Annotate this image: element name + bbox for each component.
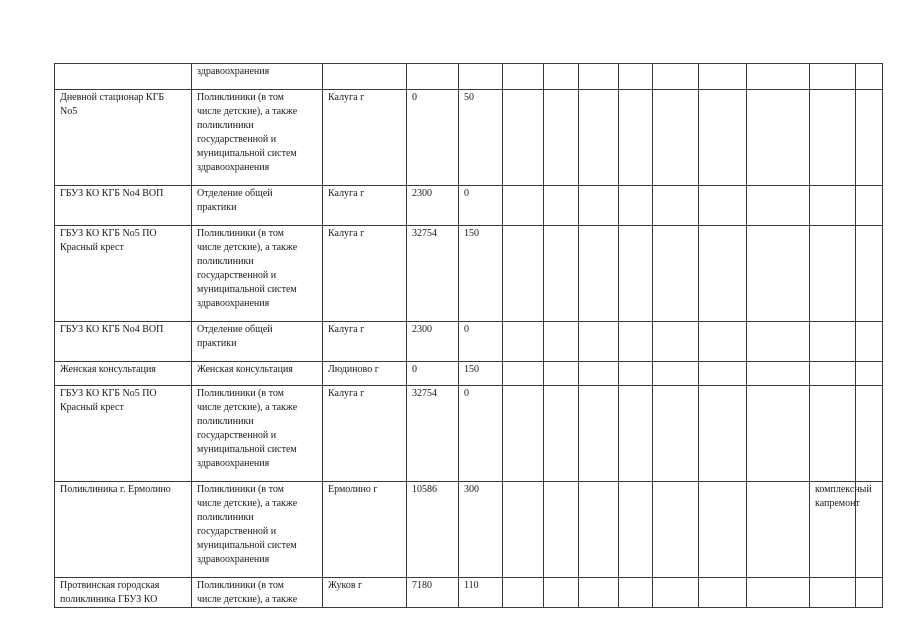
empty-cell: [503, 578, 544, 608]
empty-cell: [579, 482, 619, 578]
locality-cell: Калуга г: [323, 386, 407, 482]
empty-cell: [503, 186, 544, 226]
value-cell-1: 7180: [407, 578, 459, 608]
empty-cell: [699, 482, 747, 578]
empty-cell: [699, 322, 747, 362]
empty-cell: [747, 322, 810, 362]
empty-cell: [619, 186, 653, 226]
value-cell-1: 2300: [407, 322, 459, 362]
empty-cell: [503, 386, 544, 482]
locality-cell: Жуков г: [323, 578, 407, 608]
empty-cell: [619, 386, 653, 482]
note-cell: [810, 322, 856, 362]
empty-cell: [619, 64, 653, 90]
value-cell-1: 2300: [407, 186, 459, 226]
note-cell: комплексный капремонт: [810, 482, 856, 578]
table-row: [55, 186, 883, 226]
empty-cell: [619, 362, 653, 386]
empty-cell: [856, 362, 883, 386]
empty-cell: [579, 578, 619, 608]
empty-cell: [747, 186, 810, 226]
empty-cell: [579, 186, 619, 226]
empty-cell: [699, 386, 747, 482]
facility-name-cell: ГБУЗ КО КГБ No5 ПО Красный крест: [55, 386, 192, 482]
table-row: [55, 578, 883, 608]
empty-cell: [856, 386, 883, 482]
note-cell: [810, 226, 856, 322]
empty-cell: [544, 322, 579, 362]
empty-cell: [653, 362, 699, 386]
empty-cell: [503, 322, 544, 362]
facility-name-cell: Женская консультация: [55, 362, 192, 386]
empty-cell: [699, 64, 747, 90]
facility-type-cell: Поликлиники (в том числе детские), а также поликлиники государственной и муниципальной систем здравоохранения: [192, 90, 323, 186]
locality-cell: Людиново г: [323, 362, 407, 386]
locality-cell: Калуга г: [323, 322, 407, 362]
empty-cell: [619, 482, 653, 578]
value-cell-2: 150: [459, 226, 503, 322]
table-row: [55, 322, 883, 362]
facility-type-cell: Поликлиники (в том числе детские), а также: [192, 578, 323, 608]
facility-type-cell: здравоохранения: [192, 64, 323, 90]
value-cell-1: 10586: [407, 482, 459, 578]
locality-cell: Калуга г: [323, 90, 407, 186]
facility-type-cell: Поликлиники (в том числе детские), а также поликлиники государственной и муниципальной систем здравоохранения: [192, 482, 323, 578]
table-row: [55, 64, 883, 90]
locality-cell: Калуга г: [323, 186, 407, 226]
empty-cell: [699, 362, 747, 386]
empty-cell: [619, 226, 653, 322]
value-cell-2: 110: [459, 578, 503, 608]
empty-cell: [856, 226, 883, 322]
note-cell: [810, 64, 856, 90]
empty-cell: [544, 482, 579, 578]
facility-name-cell: Поликлиника г. Ермолино: [55, 482, 192, 578]
value-cell-2: 0: [459, 186, 503, 226]
facility-name-cell: ГБУЗ КО КГБ No4 ВОП: [55, 322, 192, 362]
empty-cell: [579, 64, 619, 90]
facility-type-cell: Отделение общей практики: [192, 186, 323, 226]
empty-cell: [747, 226, 810, 322]
value-cell-2: 0: [459, 322, 503, 362]
facility-type-cell: Отделение общей практики: [192, 322, 323, 362]
locality-cell: [323, 64, 407, 90]
empty-cell: [544, 64, 579, 90]
value-cell-1: 0: [407, 362, 459, 386]
empty-cell: [619, 322, 653, 362]
empty-cell: [653, 64, 699, 90]
table-row: [55, 386, 883, 482]
empty-cell: [619, 90, 653, 186]
empty-cell: [653, 226, 699, 322]
empty-cell: [856, 64, 883, 90]
empty-cell: [699, 186, 747, 226]
empty-cell: [653, 578, 699, 608]
facility-name-cell: ГБУЗ КО КГБ No5 ПО Красный крест: [55, 226, 192, 322]
table-row: [55, 482, 883, 578]
empty-cell: [619, 578, 653, 608]
note-cell: [810, 90, 856, 186]
value-cell-2: 300: [459, 482, 503, 578]
value-cell-2: 150: [459, 362, 503, 386]
value-cell-1: [407, 64, 459, 90]
value-cell-1: 32754: [407, 386, 459, 482]
empty-cell: [747, 64, 810, 90]
empty-cell: [544, 226, 579, 322]
empty-cell: [544, 186, 579, 226]
empty-cell: [579, 322, 619, 362]
empty-cell: [503, 90, 544, 186]
empty-cell: [747, 362, 810, 386]
empty-cell: [503, 482, 544, 578]
note-cell: [810, 386, 856, 482]
empty-cell: [747, 386, 810, 482]
empty-cell: [747, 578, 810, 608]
empty-cell: [579, 362, 619, 386]
facilities-table: [54, 63, 883, 608]
empty-cell: [699, 90, 747, 186]
empty-cell: [856, 90, 883, 186]
note-cell: [810, 186, 856, 226]
note-cell: [810, 362, 856, 386]
facility-type-cell: Поликлиники (в том числе детские), а также поликлиники государственной и муниципальной систем здравоохранения: [192, 386, 323, 482]
table-row: [55, 90, 883, 186]
empty-cell: [579, 90, 619, 186]
empty-cell: [579, 226, 619, 322]
empty-cell: [544, 578, 579, 608]
facility-type-cell: Поликлиники (в том числе детские), а также поликлиники государственной и муниципальной систем здравоохранения: [192, 226, 323, 322]
locality-cell: Калуга г: [323, 226, 407, 322]
empty-cell: [503, 64, 544, 90]
facility-name-cell: Протвинская городская поликлиника ГБУЗ КО: [55, 578, 192, 608]
value-cell-2: 50: [459, 90, 503, 186]
facility-name-cell: [55, 64, 192, 90]
note-cell: [810, 578, 856, 608]
empty-cell: [699, 578, 747, 608]
empty-cell: [856, 578, 883, 608]
empty-cell: [653, 386, 699, 482]
value-cell-1: 32754: [407, 226, 459, 322]
empty-cell: [653, 186, 699, 226]
empty-cell: [544, 362, 579, 386]
value-cell-2: [459, 64, 503, 90]
empty-cell: [503, 226, 544, 322]
value-cell-1: 0: [407, 90, 459, 186]
facility-type-cell: Женская консультация: [192, 362, 323, 386]
empty-cell: [653, 482, 699, 578]
facility-name-cell: ГБУЗ КО КГБ No4 ВОП: [55, 186, 192, 226]
empty-cell: [653, 322, 699, 362]
empty-cell: [653, 90, 699, 186]
table-row: [55, 226, 883, 322]
empty-cell: [856, 322, 883, 362]
locality-cell: Ермолино г: [323, 482, 407, 578]
empty-cell: [579, 386, 619, 482]
empty-cell: [699, 226, 747, 322]
value-cell-2: 0: [459, 386, 503, 482]
table-row: [55, 362, 883, 386]
empty-cell: [503, 362, 544, 386]
empty-cell: [544, 386, 579, 482]
empty-cell: [856, 186, 883, 226]
empty-cell: [747, 90, 810, 186]
facility-name-cell: Дневной стационар КГБ No5: [55, 90, 192, 186]
empty-cell: [544, 90, 579, 186]
empty-cell: [747, 482, 810, 578]
